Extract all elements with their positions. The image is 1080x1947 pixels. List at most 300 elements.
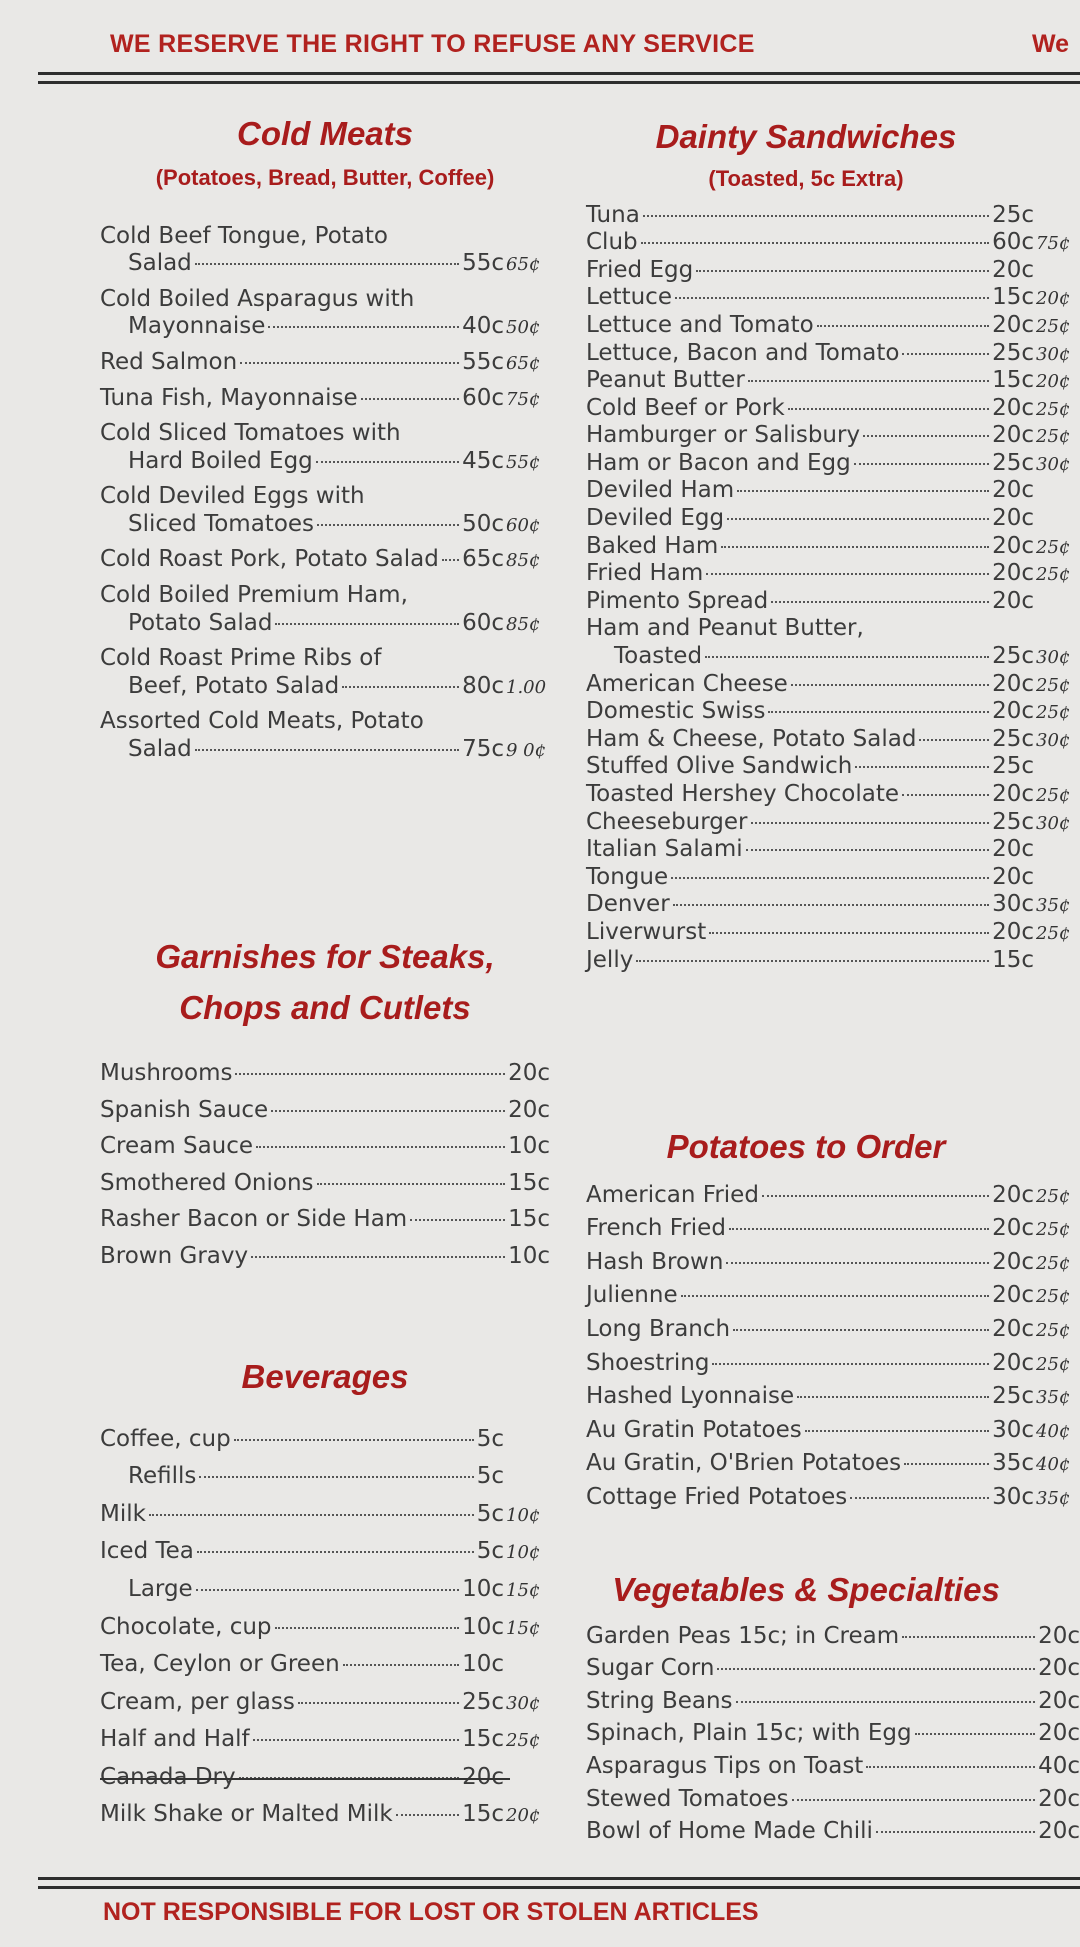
- menu-item-row: [100, 1426, 550, 1454]
- menu-item-name: Red Salmon: [100, 348, 238, 375]
- menu-item-price: 20c: [1038, 1655, 1080, 1682]
- menu-item-price: 5c: [476, 1425, 504, 1452]
- menu-item: [100, 1726, 550, 1754]
- menu-item: [100, 1060, 550, 1088]
- handwritten-price-note: 55¢: [506, 451, 541, 473]
- menu-item-price: 20c: [992, 394, 1034, 421]
- menu-item: [100, 1133, 550, 1161]
- menu-item: [100, 1538, 550, 1566]
- menu-item-name: Au Gratin, O'Brien Potatoes: [586, 1450, 902, 1477]
- handwritten-price-note: 25¢: [1036, 785, 1071, 807]
- handwritten-price-note: 35¢: [1036, 1487, 1071, 1509]
- handwritten-price-note: 9 0¢: [506, 740, 547, 762]
- menu-item-price: 20c: [992, 1181, 1034, 1208]
- menu-item-price: 45c: [462, 447, 504, 474]
- handwritten-price-note: 35¢: [1036, 1387, 1071, 1409]
- dot-leader: [762, 1195, 989, 1197]
- menu-item-price: 15c: [508, 1169, 550, 1196]
- menu-item-row: [100, 250, 550, 278]
- dot-leader: [915, 1733, 1036, 1735]
- dot-leader: [149, 1514, 474, 1516]
- dot-leader: [410, 1219, 505, 1221]
- garnishes-list: [100, 1060, 550, 1271]
- menu-item-row: [100, 511, 550, 539]
- handwritten-price-note: 15¢: [506, 1579, 541, 1601]
- menu-item: [100, 1501, 550, 1529]
- menu-item-name: Hashed Lyonnaise: [586, 1383, 795, 1410]
- menu-item-price: 50c: [462, 510, 504, 537]
- menu-item-name: Fried Ham: [586, 560, 704, 587]
- menu-item-row: [586, 202, 1080, 230]
- menu-item-price: 15c: [992, 367, 1034, 394]
- menu-item: [586, 588, 1080, 616]
- cold-meats-subtitle: (Potatoes, Bread, Butter, Coffee): [155, 164, 495, 190]
- menu-item-name: Lettuce: [586, 284, 672, 311]
- menu-item: [100, 1651, 550, 1679]
- menu-item-price: 20c: [992, 587, 1034, 614]
- dot-leader: [919, 739, 989, 741]
- menu-item-row: [586, 1786, 1080, 1814]
- dot-leader: [671, 877, 989, 879]
- menu-item: [100, 286, 550, 341]
- menu-item-name: Denver: [586, 891, 670, 918]
- handwritten-price-note: 85¢: [506, 613, 541, 635]
- menu-item-price: 20c: [992, 1349, 1034, 1376]
- menu-item-name: Tea, Ceylon or Green: [100, 1651, 340, 1678]
- dot-leader: [788, 408, 989, 410]
- menu-item-row: [100, 1689, 550, 1717]
- menu-item-name: Salad: [128, 250, 192, 277]
- handwritten-price-note: 40¢: [1036, 1454, 1071, 1476]
- dot-leader: [768, 711, 989, 713]
- menu-item: [100, 483, 550, 538]
- handwritten-price-note: 10¢: [506, 1542, 541, 1564]
- menu-item: [586, 1215, 1080, 1243]
- menu-item: [100, 1801, 550, 1829]
- menu-item-price: 20c: [992, 532, 1034, 559]
- dot-leader: [855, 766, 989, 768]
- menu-item-row: [586, 1450, 1080, 1478]
- menu-item-row: [586, 809, 1080, 837]
- dot-leader: [791, 684, 989, 686]
- menu-item-row: [100, 1614, 550, 1642]
- handwritten-price-note: 25¢: [1036, 426, 1071, 448]
- menu-item-price: 20c: [992, 836, 1034, 863]
- menu-item: [586, 919, 1080, 947]
- menu-item-price: 55c: [462, 250, 504, 277]
- menu-item: [100, 708, 550, 763]
- handwritten-price-note: 65¢: [506, 352, 541, 374]
- dot-leader: [876, 1831, 1035, 1833]
- menu-item-name: Hard Boiled Egg: [128, 447, 313, 474]
- menu-item-price: 30c: [992, 1483, 1034, 1510]
- dot-leader: [316, 461, 459, 463]
- sandwiches-section: [586, 115, 1080, 974]
- menu-item: [586, 1818, 1080, 1846]
- menu-item-name: Cold Roast Pork, Potato Salad: [100, 546, 439, 573]
- menu-item-name: French Fried: [586, 1215, 726, 1242]
- handwritten-price-note: 40¢: [1036, 1420, 1071, 1442]
- dot-leader: [268, 326, 459, 328]
- menu-item-name: Baked Ham: [586, 532, 719, 559]
- handwritten-price-note: 75¢: [1036, 233, 1071, 255]
- menu-item-row: [586, 1182, 1080, 1210]
- menu-item-price: 10c: [462, 1613, 504, 1640]
- menu-item-price: 25c: [992, 753, 1034, 780]
- dot-leader: [902, 1636, 1035, 1638]
- menu-item-price: 25c: [462, 1688, 504, 1715]
- dot-leader: [196, 1589, 459, 1591]
- menu-item: [100, 645, 550, 700]
- menu-item-name: Half and Half: [100, 1726, 250, 1753]
- menu-item-row: [586, 588, 1080, 616]
- dot-leader: [681, 1295, 989, 1297]
- menu-item: [586, 781, 1080, 809]
- menu-item: [586, 202, 1080, 230]
- menu-item-name: Cheeseburger: [586, 808, 748, 835]
- menu-item-name: Sugar Corn: [586, 1655, 715, 1682]
- menu-item-row: [586, 698, 1080, 726]
- handwritten-price-note: 75¢: [506, 388, 541, 410]
- menu-item-row: [586, 477, 1080, 505]
- menu-item-name: Domestic Swiss: [586, 698, 766, 725]
- menu-item: [586, 1786, 1080, 1814]
- menu-item: [586, 1383, 1080, 1411]
- dot-leader: [797, 1396, 989, 1398]
- menu-item-name: American Cheese: [586, 670, 788, 697]
- menu-item-price: 60c: [992, 229, 1034, 256]
- menu-item-row: [100, 1170, 550, 1198]
- menu-item-name: Toasted: [614, 643, 703, 670]
- menu-item-price: 10c: [462, 1575, 504, 1602]
- dot-leader: [235, 1073, 505, 1075]
- menu-item-price: 25c: [992, 1383, 1034, 1410]
- menu-item-price: 25c: [992, 339, 1034, 366]
- garnishes-section: [100, 935, 550, 1280]
- menu-item-row: [100, 1651, 550, 1679]
- handwritten-price-note: 25¢: [1036, 1252, 1071, 1274]
- top-double-rule: [38, 72, 1080, 84]
- menu-item-row: [586, 1249, 1080, 1277]
- menu-item-row: [100, 1206, 550, 1234]
- menu-item-price: 60c: [462, 609, 504, 636]
- menu-item: [100, 223, 550, 278]
- menu-item-name-line1: Cold Beef Tongue, Potato: [100, 222, 388, 249]
- menu-item-price: 20c: [508, 1060, 550, 1087]
- menu-item-name: Ham or Bacon and Egg: [586, 449, 851, 476]
- menu-item: [586, 1316, 1080, 1344]
- menu-item-price: 25c: [992, 725, 1034, 752]
- dot-leader: [792, 1799, 1036, 1801]
- menu-item-name: Au Gratin Potatoes: [586, 1416, 802, 1443]
- menu-item: [586, 1350, 1080, 1378]
- dot-leader: [361, 398, 459, 400]
- menu-item: [100, 1614, 550, 1642]
- menu-item-row: [586, 284, 1080, 312]
- menu-item-price: 35c: [992, 1450, 1034, 1477]
- menu-item-name-line1: Cold Boiled Premium Ham,: [100, 582, 408, 609]
- menu-item: [586, 560, 1080, 588]
- menu-item-row: [586, 1383, 1080, 1411]
- menu-item-name-line1: Ham and Peanut Butter,: [586, 615, 864, 642]
- menu-item: [586, 1720, 1080, 1748]
- dot-leader: [717, 1668, 1035, 1670]
- menu-item-name: Shoestring: [586, 1349, 710, 1376]
- menu-item-name: Asparagus Tips on Toast: [586, 1752, 864, 1779]
- menu-item-price: 60c: [462, 384, 504, 411]
- dot-leader: [737, 490, 989, 492]
- handwritten-price-note: 25¢: [1036, 536, 1071, 558]
- dot-leader: [195, 749, 459, 751]
- menu-item-price: 20c: [508, 1096, 550, 1123]
- menu-item-name: Liverwurst: [586, 918, 707, 945]
- menu-item-row: [586, 312, 1080, 340]
- menu-item-row: [586, 1350, 1080, 1378]
- sandwiches-subtitle: (Toasted, 5c Extra): [708, 165, 904, 191]
- handwritten-price-note: 25¢: [1036, 1185, 1071, 1207]
- menu-item-name: Mushrooms: [100, 1060, 233, 1087]
- dot-leader: [673, 904, 989, 906]
- menu-item-row: [100, 1501, 550, 1529]
- dot-leader: [342, 686, 459, 688]
- dot-leader: [863, 435, 989, 437]
- menu-item-name: Deviled Ham: [586, 477, 735, 504]
- menu-item: [100, 546, 550, 574]
- menu-item: [586, 1282, 1080, 1310]
- menu-item-row: [100, 313, 550, 341]
- menu-item-name: Ham & Cheese, Potato Salad: [586, 725, 917, 752]
- dot-leader: [675, 297, 989, 299]
- handwritten-price-note: 25¢: [1036, 1286, 1071, 1308]
- menu-item-row: [586, 1753, 1080, 1781]
- menu-item-row: [586, 257, 1080, 285]
- menu-item: [100, 1243, 550, 1271]
- menu-item-price: 20c: [1038, 1687, 1080, 1714]
- menu-item-name: Smothered Onions: [100, 1169, 314, 1196]
- menu-item-name: Toasted Hershey Chocolate: [586, 781, 899, 808]
- dot-leader: [904, 1463, 989, 1465]
- menu-item-row: [100, 1764, 550, 1792]
- top-banner-continuation: We: [1032, 30, 1070, 58]
- dot-leader: [709, 932, 989, 934]
- menu-item-name: Cottage Fried Potatoes: [586, 1483, 848, 1510]
- handwritten-price-note: 25¢: [1036, 674, 1071, 696]
- menu-item-name: Club: [586, 229, 638, 256]
- cold-meats-list: [100, 223, 550, 764]
- menu-item: [586, 1249, 1080, 1277]
- menu-item-price: 25c: [992, 449, 1034, 476]
- menu-item: [100, 1426, 550, 1454]
- menu-item: [586, 477, 1080, 505]
- menu-item-name: Tuna Fish, Mayonnaise: [100, 384, 358, 411]
- menu-item-price: 15c: [462, 1726, 504, 1753]
- menu-item-name: Brown Gravy: [100, 1243, 249, 1270]
- menu-item-row: [586, 395, 1080, 423]
- menu-item-row: [586, 864, 1080, 892]
- menu-item-row: [586, 560, 1080, 588]
- menu-item-price: 20c: [992, 311, 1034, 338]
- dot-leader: [746, 849, 989, 851]
- top-banner: WE RESERVE THE RIGHT TO REFUSE ANY SERVICE: [110, 30, 755, 58]
- menu-item-row: [100, 1060, 550, 1088]
- menu-item-row: [586, 781, 1080, 809]
- potatoes-list: [586, 1182, 1080, 1512]
- menu-item-price: 15c: [992, 946, 1034, 973]
- menu-item-row: [586, 505, 1080, 533]
- menu-item-name: Rasher Bacon or Side Ham: [100, 1206, 408, 1233]
- menu-item-name: Milk Shake or Malted Milk: [100, 1801, 393, 1828]
- menu-item: [586, 450, 1080, 478]
- beverages-section: [100, 1355, 550, 1839]
- dot-leader: [234, 1439, 474, 1441]
- menu-item: [586, 809, 1080, 837]
- menu-item: [586, 395, 1080, 423]
- potatoes-title: Potatoes to Order: [666, 1128, 946, 1165]
- menu-item-row: [586, 1720, 1080, 1748]
- handwritten-price-note: 25¢: [1036, 315, 1071, 337]
- menu-item-row: [586, 1316, 1080, 1344]
- dot-leader: [199, 1476, 473, 1478]
- menu-item-name: Jelly: [586, 946, 634, 973]
- menu-item: [586, 1623, 1080, 1651]
- menu-item-price: 65c: [462, 546, 504, 573]
- menu-item-price: 15c: [508, 1206, 550, 1233]
- menu-item: [100, 385, 550, 413]
- menu-item-row: [586, 671, 1080, 699]
- handwritten-price-note: 60¢: [506, 514, 541, 536]
- menu-item-price: 25c: [992, 808, 1034, 835]
- menu-item-name: Tongue: [586, 863, 669, 890]
- handwritten-price-note: 25¢: [1036, 1353, 1071, 1375]
- menu-item-name: Coffee, cup: [100, 1425, 231, 1452]
- handwritten-price-note: 30¢: [1036, 647, 1071, 669]
- menu-item: [586, 312, 1080, 340]
- menu-item-price: 20c: [992, 477, 1034, 504]
- menu-item-name-line1: Cold Deviled Eggs with: [100, 483, 365, 510]
- handwritten-price-note: 65¢: [506, 254, 541, 276]
- handwritten-price-note: 25¢: [1036, 1319, 1071, 1341]
- menu-item-name: Sliced Tomatoes: [128, 510, 315, 537]
- menu-item-row: [100, 736, 550, 764]
- menu-item: [586, 1417, 1080, 1445]
- dot-leader: [727, 518, 989, 520]
- menu-item: [586, 1182, 1080, 1210]
- menu-item-row: [586, 229, 1080, 257]
- menu-item-name-line1: Assorted Cold Meats, Potato: [100, 708, 424, 735]
- menu-item: [586, 1484, 1080, 1512]
- vegetables-section: [586, 1568, 1080, 1851]
- menu-item-row: [586, 450, 1080, 478]
- menu-item: [586, 864, 1080, 892]
- menu-item-name: Spanish Sauce: [100, 1096, 269, 1123]
- dot-leader: [721, 546, 989, 548]
- menu-item-price: 20c: [992, 505, 1034, 532]
- menu-item-row: [586, 1688, 1080, 1716]
- menu-item-row: [586, 1623, 1080, 1651]
- menu-item: [586, 533, 1080, 561]
- handwritten-price-note: 30¢: [1036, 453, 1071, 475]
- handwritten-price-note: 25¢: [1036, 702, 1071, 724]
- menu-item-name: Salad: [128, 736, 192, 763]
- sandwiches-title: Dainty Sandwiches: [655, 118, 957, 155]
- menu-item-name: Refills: [128, 1463, 197, 1490]
- menu-item: [100, 1206, 550, 1234]
- dot-leader: [748, 380, 989, 382]
- menu-item-name: Spinach, Plain 15c; with Egg: [586, 1720, 912, 1747]
- handwritten-price-note: 25¢: [506, 1730, 541, 1752]
- menu-item-name: Cream, per glass: [100, 1688, 295, 1715]
- menu-item: [100, 1576, 550, 1604]
- menu-item-name: Potato Salad: [128, 609, 273, 636]
- menu-item-price: 20c: [1038, 1785, 1080, 1812]
- menu-item-row: [100, 1538, 550, 1566]
- menu-item-name: Bowl of Home Made Chili: [586, 1818, 873, 1845]
- menu-item-row: [100, 546, 550, 574]
- menu-item-name: Italian Salami: [586, 836, 743, 863]
- beverages-title: Beverages: [241, 1358, 409, 1395]
- menu-item-row: [586, 753, 1080, 781]
- garnishes-title-line1: Garnishes for Steaks,: [155, 938, 495, 975]
- dot-leader: [240, 362, 459, 364]
- menu-item-name: Lettuce, Bacon and Tomato: [586, 339, 900, 366]
- menu-item-name-line1: Cold Boiled Asparagus with: [100, 285, 415, 312]
- dot-leader: [751, 822, 990, 824]
- menu-item-row: [586, 643, 1080, 671]
- dot-leader: [343, 1664, 459, 1666]
- menu-item-name: American Fried: [586, 1181, 759, 1208]
- menu-item-price: 10c: [462, 1651, 504, 1678]
- menu-item-price: 40c: [1038, 1752, 1080, 1779]
- menu-item: [586, 367, 1080, 395]
- menu-item-price: 20c: [1038, 1818, 1080, 1845]
- bottom-double-rule: [38, 1877, 1080, 1889]
- dot-leader: [850, 1497, 989, 1499]
- menu-item-name: Garden Peas 15c; in Cream: [586, 1622, 900, 1649]
- vegetables-list: [586, 1623, 1080, 1846]
- dot-leader: [317, 1183, 506, 1185]
- menu-item-price: 20c: [992, 1315, 1034, 1342]
- menu-item-name: Lettuce and Tomato: [586, 311, 814, 338]
- dot-leader: [805, 1430, 989, 1432]
- dot-leader: [275, 1627, 460, 1629]
- menu-item-row: [586, 1655, 1080, 1683]
- menu-item-row: [586, 891, 1080, 919]
- menu-item: [100, 1097, 550, 1125]
- menu-item-row: [100, 385, 550, 413]
- dot-leader: [641, 242, 989, 244]
- dot-leader: [256, 1146, 505, 1148]
- dot-leader: [195, 263, 459, 265]
- menu-item-row: [100, 448, 550, 476]
- handwritten-price-note: 30¢: [1036, 812, 1071, 834]
- menu-item-row: [586, 367, 1080, 395]
- handwritten-price-note: 30¢: [1036, 729, 1071, 751]
- bottom-banner: NOT RESPONSIBLE FOR LOST OR STOLEN ARTICLES: [103, 1898, 759, 1926]
- menu-item-price: 10c: [508, 1243, 550, 1270]
- handwritten-price-note: 25¢: [1036, 1219, 1071, 1241]
- menu-item: [586, 891, 1080, 919]
- menu-item-price: 20c: [992, 918, 1034, 945]
- beverages-list: [100, 1426, 550, 1830]
- menu-item: [586, 1655, 1080, 1683]
- menu-item-price: 20c: [992, 256, 1034, 283]
- menu-item-name: Peanut Butter: [586, 367, 745, 394]
- dot-leader: [317, 524, 459, 526]
- handwritten-price-note: 30¢: [506, 1692, 541, 1714]
- cold-meats-title: Cold Meats: [236, 115, 414, 152]
- menu-item-price: 20c: [1038, 1720, 1080, 1747]
- dot-leader: [902, 353, 989, 355]
